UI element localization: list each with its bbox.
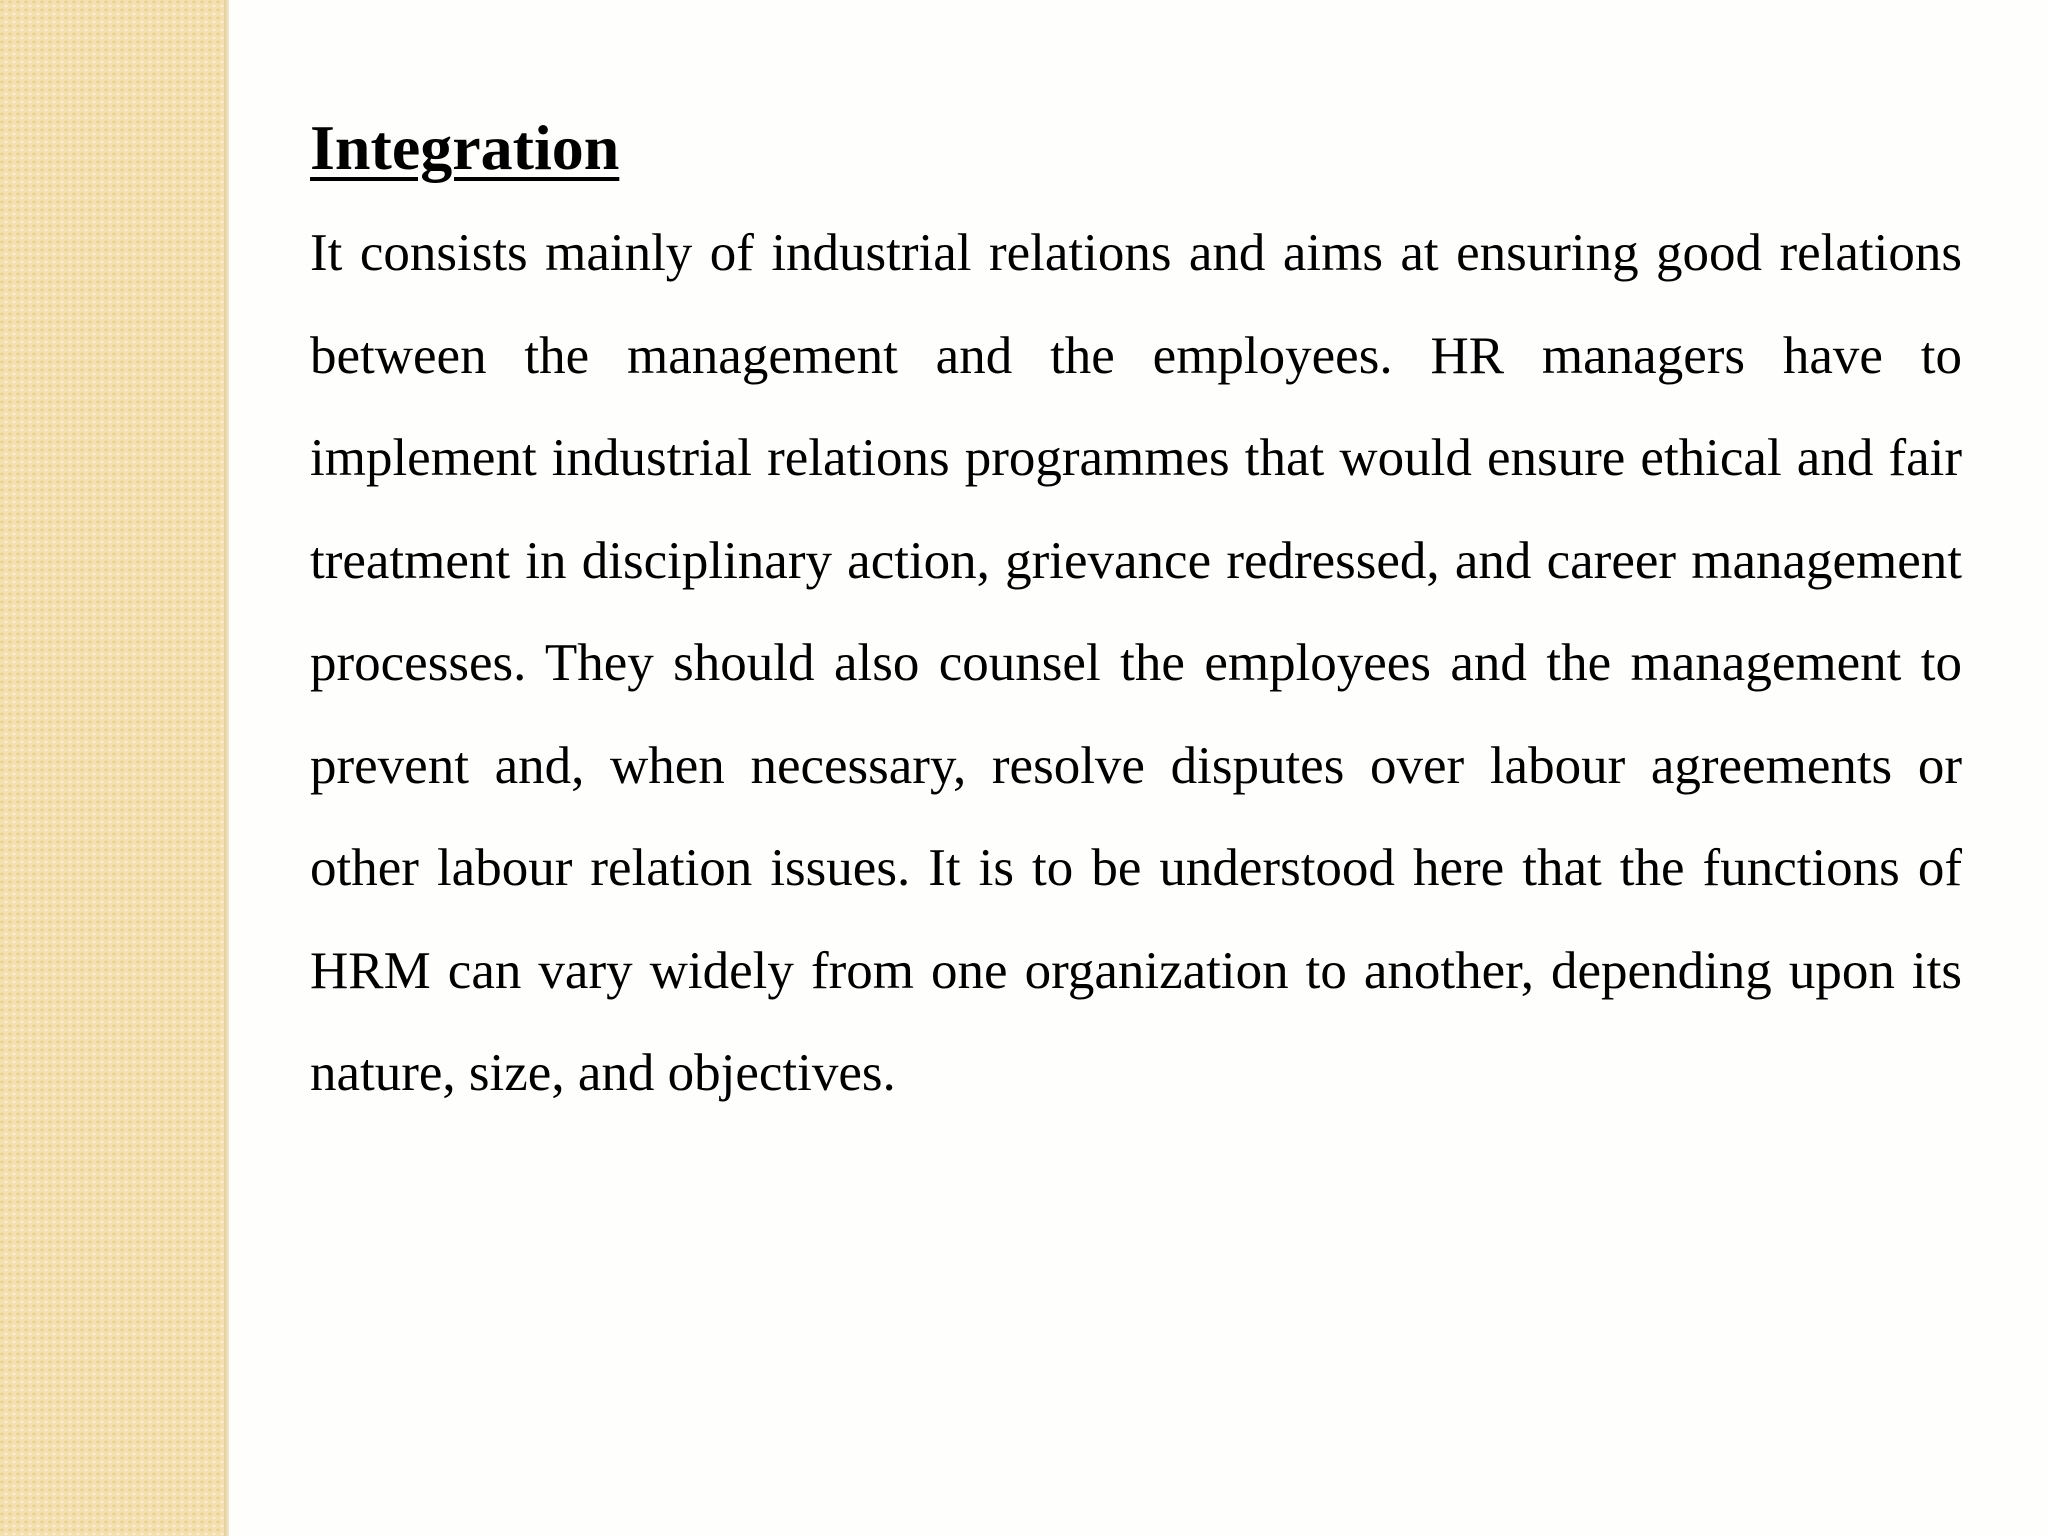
slide-body-text: It consists mainly of industrial relations and aims at ensuring good relations between the management and the employees. HR managers have to implement industrial relations programmes that would ensure ethical and fair treatment in disciplinary action, grievance redressed, and career management processes. They should also counsel the employees and the management to prevent and, when necessary, resolve disputes over labour agreements or other labour relation issues. It is to be understood here that the functions of HRM can vary widely from one organization to another, depending upon its nature, size, and objectives. (310, 224, 1962, 1102)
decorative-side-panel (0, 0, 224, 1536)
side-panel-edge (224, 0, 229, 1536)
slide-content (310, 108, 1962, 1125)
slide-heading: Integration (310, 112, 620, 183)
